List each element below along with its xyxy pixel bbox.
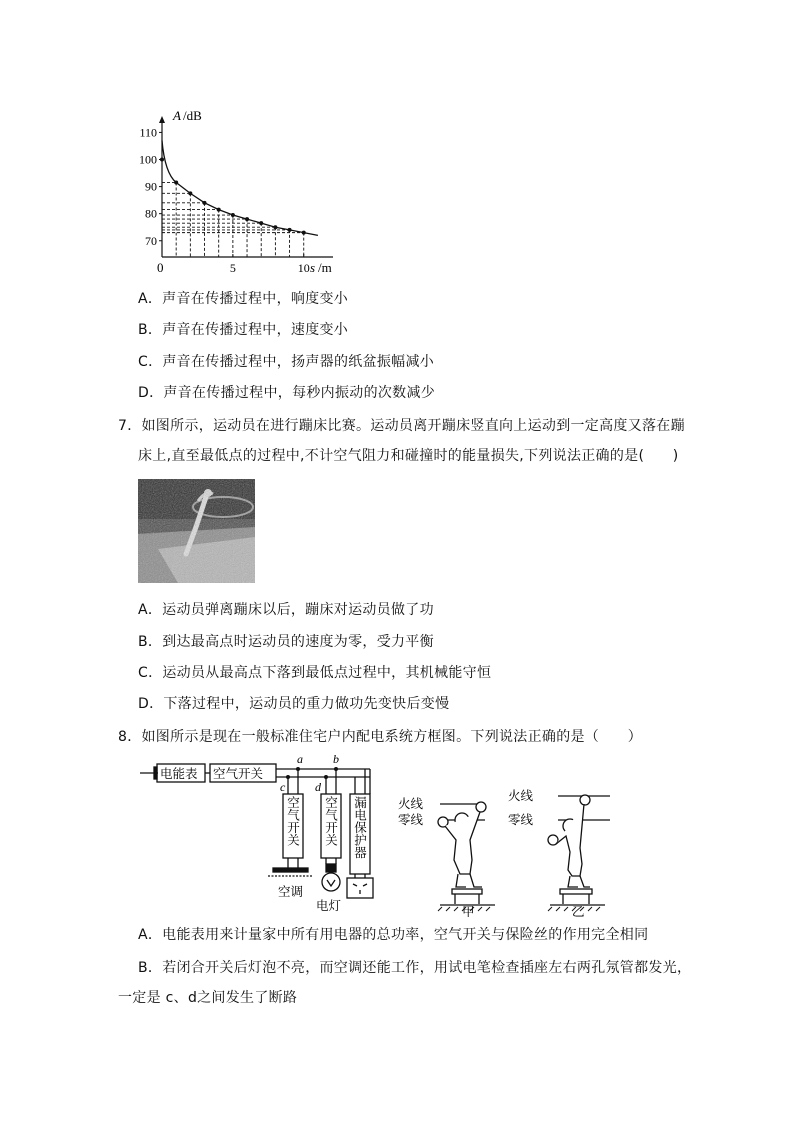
q7-option-d: D．下落过程中，运动员的重力做功先变快后变慢 [138,696,450,712]
data-point [273,225,277,229]
y-tick-label: 80 [145,206,157,221]
q6-option-b: B．声音在传播过程中，速度变小 [138,322,349,338]
live-wire-label-right: 火线 [508,788,534,803]
x-axis-unit: /m [318,260,332,275]
fig-yi-label: 乙 [572,904,585,917]
q8-stem: 8．如图所示是现在一般标准住宅户内配电系统方框图。下列说法正确的是（ ） [118,729,643,745]
q7-stem-line1: 7．如图所示，运动员在进行蹦床比赛。运动员离开蹦床竖直向上运动到一定高度又落在蹦 [118,418,685,434]
data-point [217,208,221,212]
data-point [160,158,164,162]
live-wire-label-left: 火线 [398,796,424,811]
q6-option-c: C．声音在传播过程中，扬声器的纸盆振幅减小 [138,354,435,370]
origin-label: 0 [157,260,164,275]
node-d-label: d [315,780,321,794]
data-point [288,228,292,232]
data-point [188,191,192,195]
trampoline-photo [138,479,255,583]
q8-option-a: A．电能表用来计量家中所有用电器的总功率，空气开关与保险丝的作用完全相同 [138,927,649,943]
data-point [231,213,235,217]
x-tick-label: 10 [297,261,310,275]
y-axis-unit: /dB [183,108,202,123]
series-line [162,141,318,236]
sound-level-chart [135,105,350,275]
person-jia [438,802,495,905]
q7-option-a: A．运动员弹离蹦床以后，蹦床对运动员做了功 [138,602,434,618]
data-point [259,221,263,225]
x-axis-var: s [310,260,316,275]
circuit-diagram [140,752,640,917]
ac-label: 空调 [278,884,304,899]
q6-option-d: D．声音在传播过程中，每秒内振动的次数减少 [138,385,436,401]
breaker1-label: 空气开关 [285,796,301,846]
x-tick-label: 5 [229,261,236,275]
node-c-label: c [280,780,286,794]
node-a-label: a [297,752,303,766]
y-axis-arrow [159,116,165,123]
y-tick-label: 90 [145,179,157,194]
main-switch-label: 空气开关 [213,766,264,781]
neutral-wire-label-left: 零线 [398,812,424,827]
neutral-wire-label-right: 零线 [508,812,534,827]
q7-stem-line2: 床上,直至最低点的过程中,不计空气阻力和碰撞时的能量损失,下列说法正确的是( ) [138,448,679,464]
fig-jia-label: 甲 [462,904,475,917]
data-point [203,201,207,205]
meter-label: 电能表 [160,766,198,781]
data-point [174,181,178,185]
y-tick-label: 70 [145,233,157,248]
person-yi [548,795,605,905]
q7-option-b: B．到达最高点时运动员的速度为零，受力平衡 [138,634,434,650]
data-point [245,217,249,221]
q7-option-c: C．运动员从最高点下落到最低点过程中，其机械能守恒 [138,665,492,681]
y-tick-label: 110 [139,125,157,140]
q6-option-a: A．声音在传播过程中，响度变小 [138,291,349,307]
y-axis-var: A [173,108,181,123]
y-tick-label: 100 [139,152,157,167]
node-b-label: b [333,752,339,766]
data-point [302,231,306,235]
lamp-label: 电灯 [316,898,342,913]
rcd-label: 漏电保护器 [352,796,368,859]
q8-option-b-line1: B．若闭合开关后灯泡不亮，而空调还能工作，用试电笔检查插座左右两孔氖管都发光， [138,960,692,976]
q8-option-b-line2: 一定是 c、d之间发生了断路 [118,990,298,1006]
breaker2-label: 空气开关 [323,796,339,846]
